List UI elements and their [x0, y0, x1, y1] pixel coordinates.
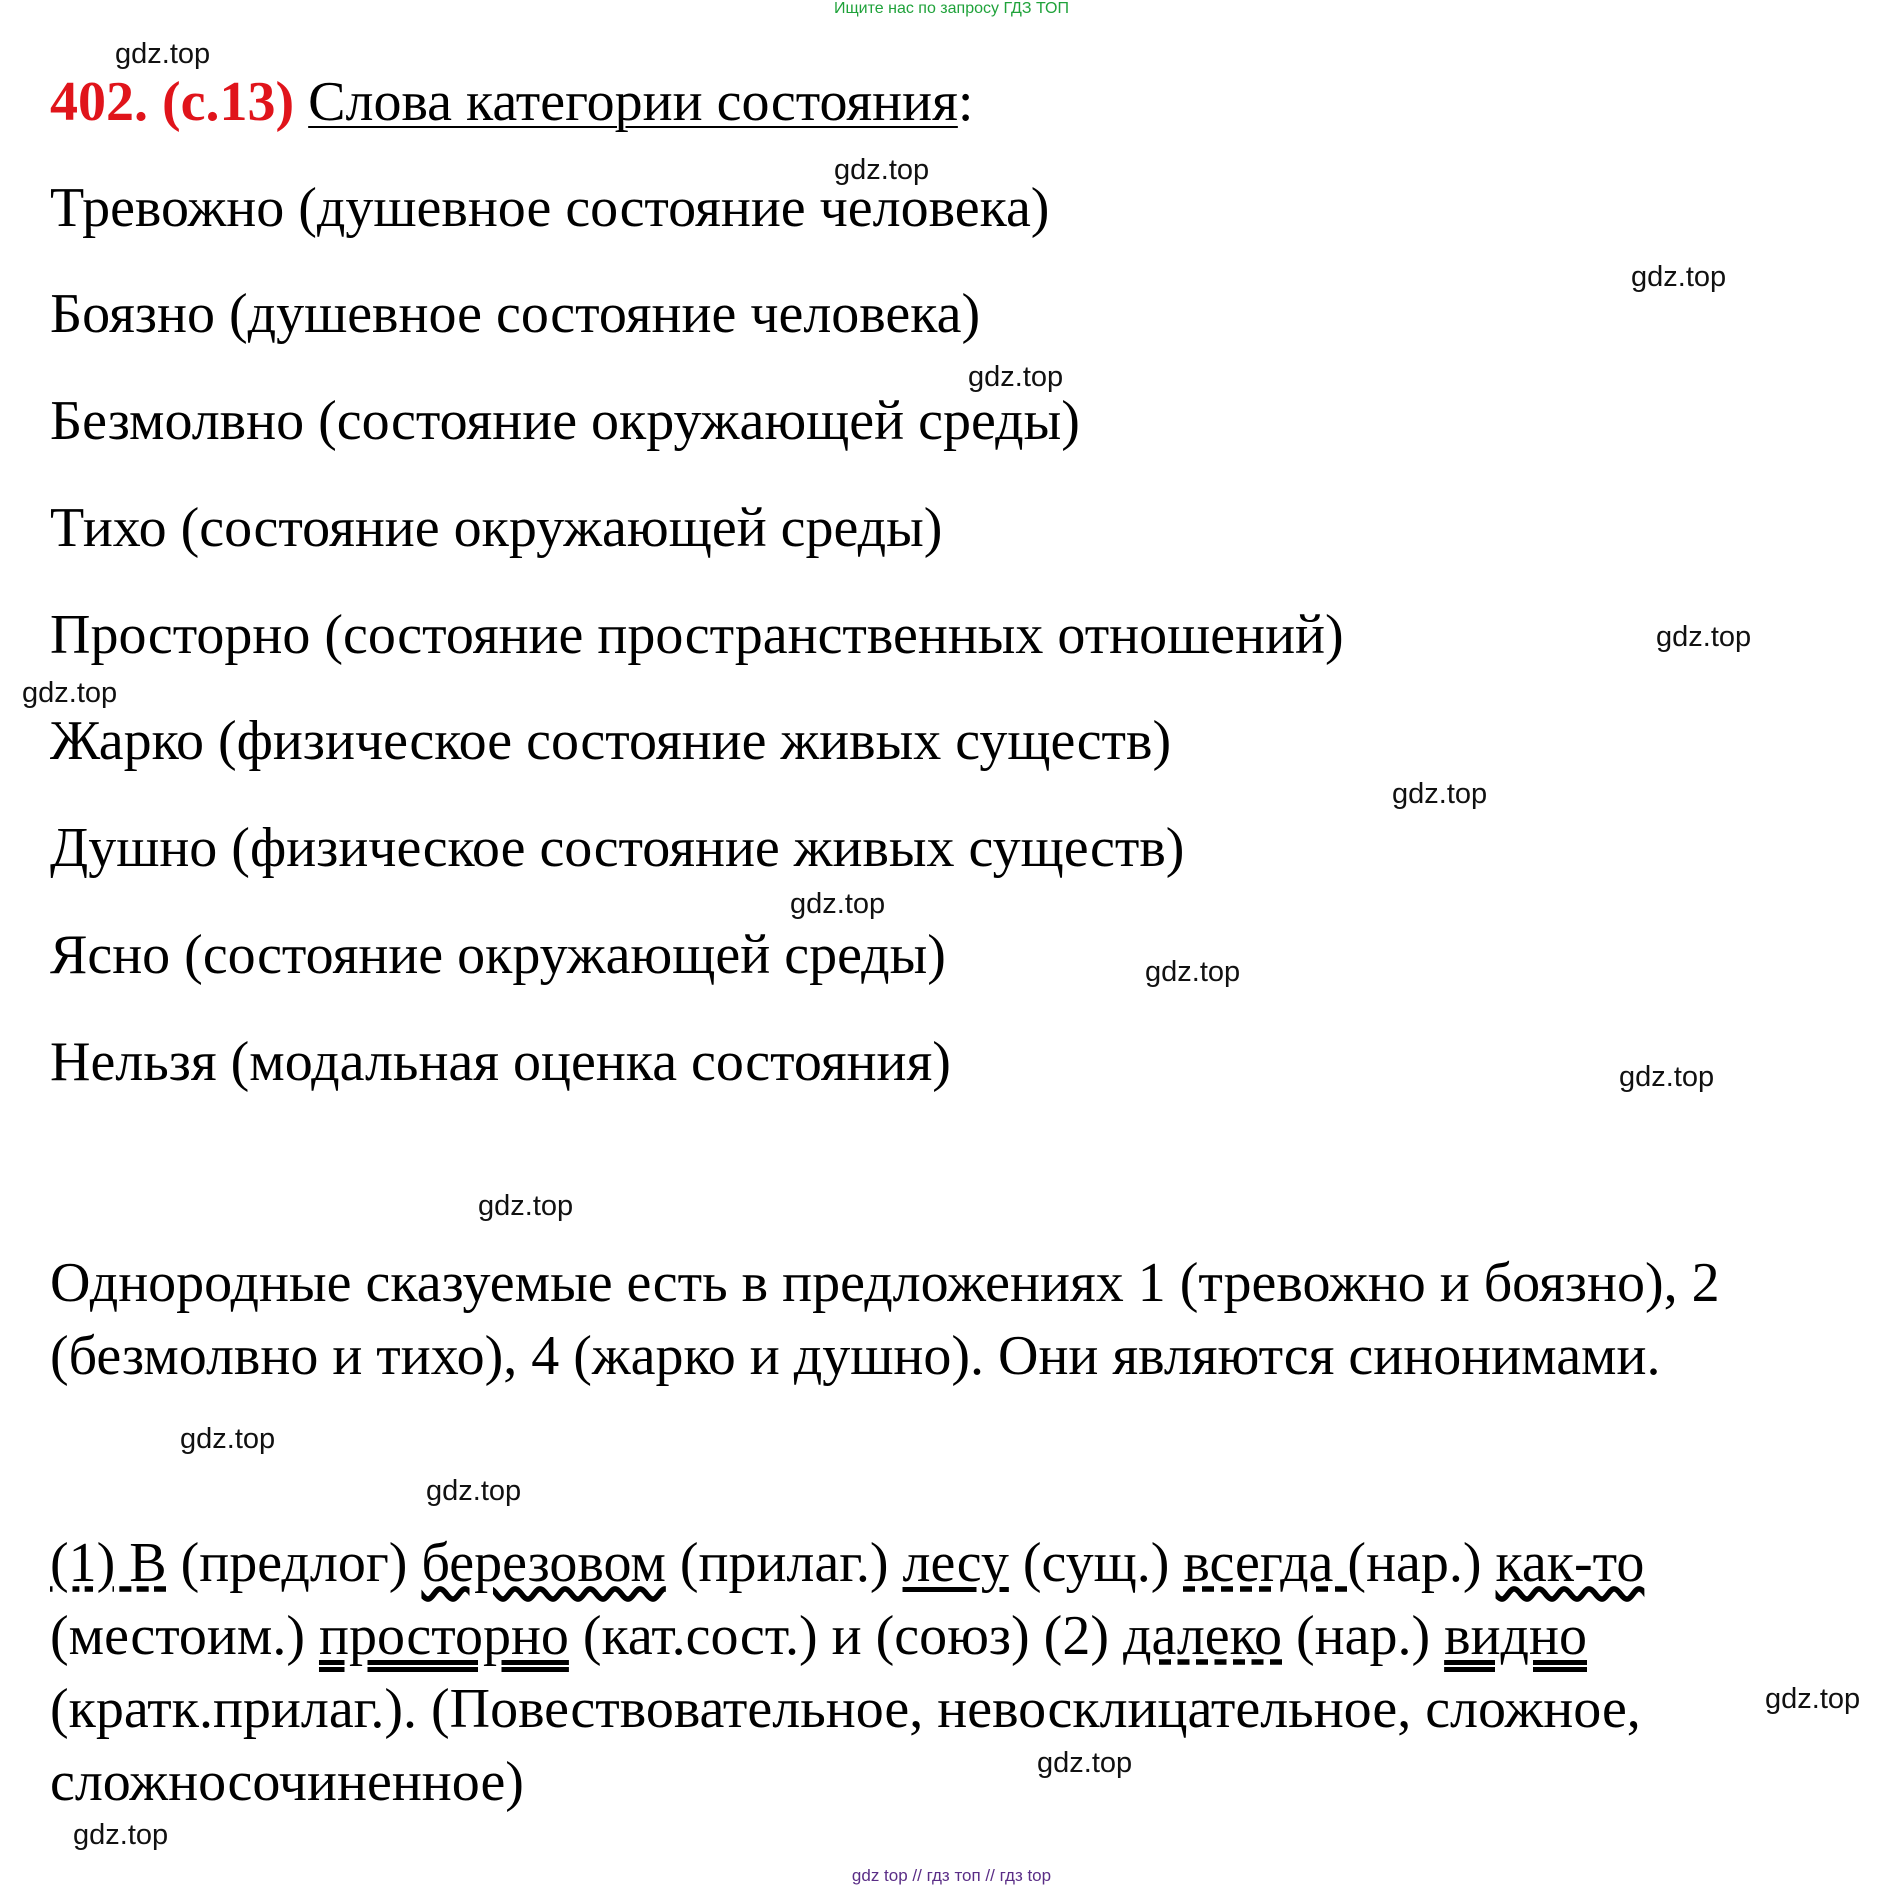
- watermark: gdz.top: [1619, 1061, 1715, 1093]
- analysis-word: далеко: [1122, 1605, 1282, 1667]
- watermark: gdz.top: [426, 1475, 522, 1507]
- watermark: gdz.top: [790, 888, 886, 920]
- analysis-label: (нар.): [1282, 1605, 1445, 1667]
- state-word-line: Ясно (состояние окружающей среды): [50, 924, 946, 986]
- state-word-line: Тихо (состояние окружающей среды): [50, 497, 943, 559]
- state-word-line: Душно (физическое состояние живых существ): [50, 817, 1185, 879]
- state-word-line: Жарко (физическое состояние живых существ): [50, 710, 1172, 772]
- watermark: gdz.top: [1656, 621, 1752, 653]
- state-word-line: Боязно (душевное состояние человека): [50, 283, 981, 345]
- analysis-word: всегда: [1183, 1532, 1348, 1594]
- watermark: gdz.top: [1631, 261, 1727, 293]
- watermark: gdz.top: [180, 1423, 276, 1455]
- analysis-word: видно: [1444, 1605, 1587, 1667]
- state-word-line: Нельзя (модальная оценка состояния): [50, 1031, 951, 1093]
- analysis-label: (кат.сост.) и (союз) (2): [568, 1605, 1123, 1667]
- sentence-analysis-paragraph: [50, 1527, 1860, 1819]
- footer-links: gdz top // гдз топ // гдз top: [851, 1866, 1052, 1885]
- watermark: gdz.top: [1037, 1747, 1133, 1779]
- watermark: gdz.top: [1392, 778, 1488, 810]
- analysis-label: (кратк.прилаг.). (Повествовательное, невосклицательное, сложное, сложносочиненное): [50, 1678, 1641, 1813]
- analysis-label: (предлог): [166, 1532, 422, 1594]
- analysis-label: (местоим.): [50, 1605, 319, 1667]
- exercise-number: 402. (с.13): [50, 71, 295, 133]
- title-colon: :: [957, 71, 974, 133]
- analysis-label: (сущ.): [1008, 1532, 1184, 1594]
- analysis-label: (нар.): [1347, 1532, 1496, 1594]
- watermark: gdz.top: [73, 1819, 169, 1851]
- watermark: gdz.top: [1765, 1683, 1861, 1715]
- analysis-word: лесу: [902, 1532, 1009, 1594]
- state-word-line: Просторно (состояние пространственных отношений): [50, 604, 1344, 666]
- watermark: gdz.top: [968, 361, 1064, 393]
- watermark: gdz.top: [834, 154, 930, 186]
- exercise-heading: Слова категории состояния: [308, 71, 958, 133]
- homogeneous-predicates-paragraph: Однородные сказуемые есть в предложениях 1 (тревожно и боязно), 2 (безмолвно и тихо), 4 (жарко и душно). Они являются синонимами.: [50, 1252, 1720, 1387]
- exercise-title: [50, 70, 973, 134]
- state-word-line: Безмолвно (состояние окружающей среды): [50, 390, 1080, 452]
- search-banner: Ищите нас по запросу ГДЗ ТОП: [834, 0, 1069, 17]
- analysis-word: (1) В: [50, 1532, 167, 1594]
- analysis-word: как-то: [1495, 1532, 1645, 1594]
- analysis-word: просторно: [318, 1605, 569, 1667]
- state-word-line: Тревожно (душевное состояние человека): [50, 177, 1050, 239]
- watermark: gdz.top: [22, 677, 118, 709]
- analysis-word: березовом: [421, 1532, 666, 1594]
- analysis-label: (прилаг.): [665, 1532, 903, 1594]
- watermark: gdz.top: [115, 38, 211, 70]
- watermark: gdz.top: [478, 1190, 574, 1222]
- watermark: gdz.top: [1145, 956, 1241, 988]
